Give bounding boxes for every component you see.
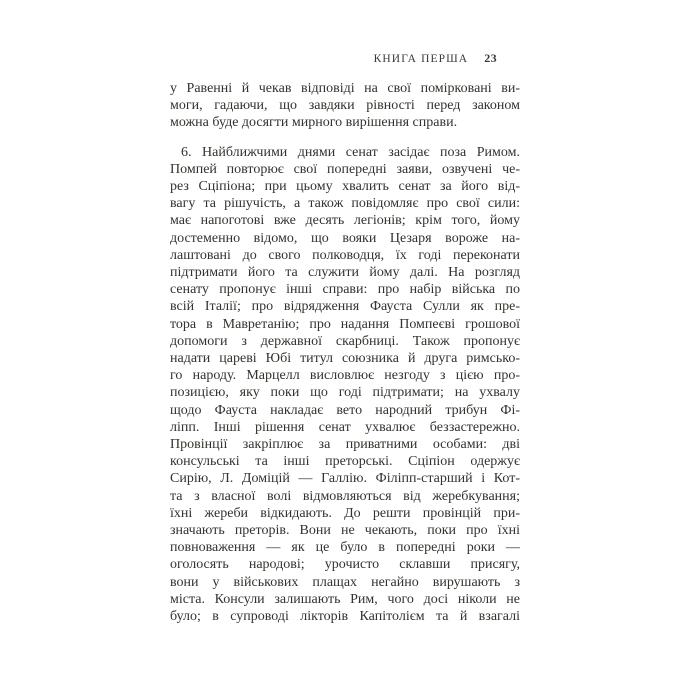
text-line: вагу та рішучість, а також повідомляє про свої сили: — [170, 196, 520, 212]
text-line: Провінції закріплює за приватними особами: дві — [170, 437, 520, 453]
text-line: го народу. Марцелл висловлює незгоду з цією про- — [170, 368, 520, 384]
text-line: та з власної волі відмовляються від жеребкування; — [170, 488, 520, 504]
text-line: підтримати його та служити йому далі. На розгляд — [170, 265, 520, 281]
section-title: КНИГА ПЕРША — [373, 53, 469, 65]
text-line: щодо Фауста накладає вето народний трибун Фі- — [170, 402, 520, 418]
text-line: значають преторів. Вони не чекають, поки про їхні — [170, 523, 520, 539]
text-line: всій Італії; про відрядження Фауста Сулли як пре- — [170, 299, 520, 315]
text-line: надати цареві Юбі титул союзника й друга римсько- — [170, 351, 520, 367]
text-line: допомоги з державної скарбниці. Також пропонує — [170, 333, 520, 349]
text-line: оголосять народові; урочисто склавши присягу, — [170, 557, 520, 573]
text-line: можна буде досягти мирного вирішення справи. — [170, 115, 458, 131]
text-line: сенату пропонує інші справи: про набір війська по — [170, 282, 520, 298]
text-line: має напоготові вже десять легіонів; крім того, йому — [170, 213, 520, 229]
text-line: Сирію, Л. Доміцій — Галлію. Філіпп-старший і Кот- — [170, 471, 520, 487]
paragraph — [170, 144, 520, 626]
text-line: достеменно відомо, що вояки Цезаря вороже на- — [170, 230, 520, 246]
text-line: тора в Мавретанію; про надання Помпеєві грошової — [170, 316, 520, 332]
text-line: моги, гадаючи, що завдяки рівності перед законом — [170, 98, 520, 114]
text-line: було; в супроводі лікторів Капітолієм та й взагалі — [170, 609, 520, 625]
text-line: у Равенні й чекав відповіді на свої помірковані ви- — [170, 81, 520, 96]
text-line: лаштовані до свого полководця, їх годі переконати — [170, 247, 520, 263]
paragraph — [170, 80, 520, 132]
text-line: повноваження — як це було в попередні роки — — [170, 540, 520, 556]
text-line: Помпей повторює свої попередні заяви, озвучені че- — [170, 161, 520, 177]
text-line: вони у військових плащах негайно вирушають з — [170, 574, 520, 590]
text-line: їхні жереби відкидають. До решти провінцій при- — [170, 505, 520, 521]
text-line: рез Сціпіона; при цьому хвалить сенат за його від- — [170, 179, 520, 195]
text-line: позицією, яку поки що годі підтримати; на ухвалу — [170, 385, 520, 401]
running-head — [170, 51, 497, 66]
text-line: 6. Найближчими днями сенат засідає поза Римом. — [181, 144, 520, 160]
page-number: 23 — [484, 51, 497, 65]
text-line: ліпп. Інші рішення сенат ухвалює беззастережно. — [170, 419, 520, 435]
text-line: міста. Консули залишають Рим, чого досі ніколи не — [170, 591, 520, 607]
text-line: консульські та інші преторські. Сціпіон одержує — [170, 454, 520, 470]
text-block — [170, 80, 520, 625]
